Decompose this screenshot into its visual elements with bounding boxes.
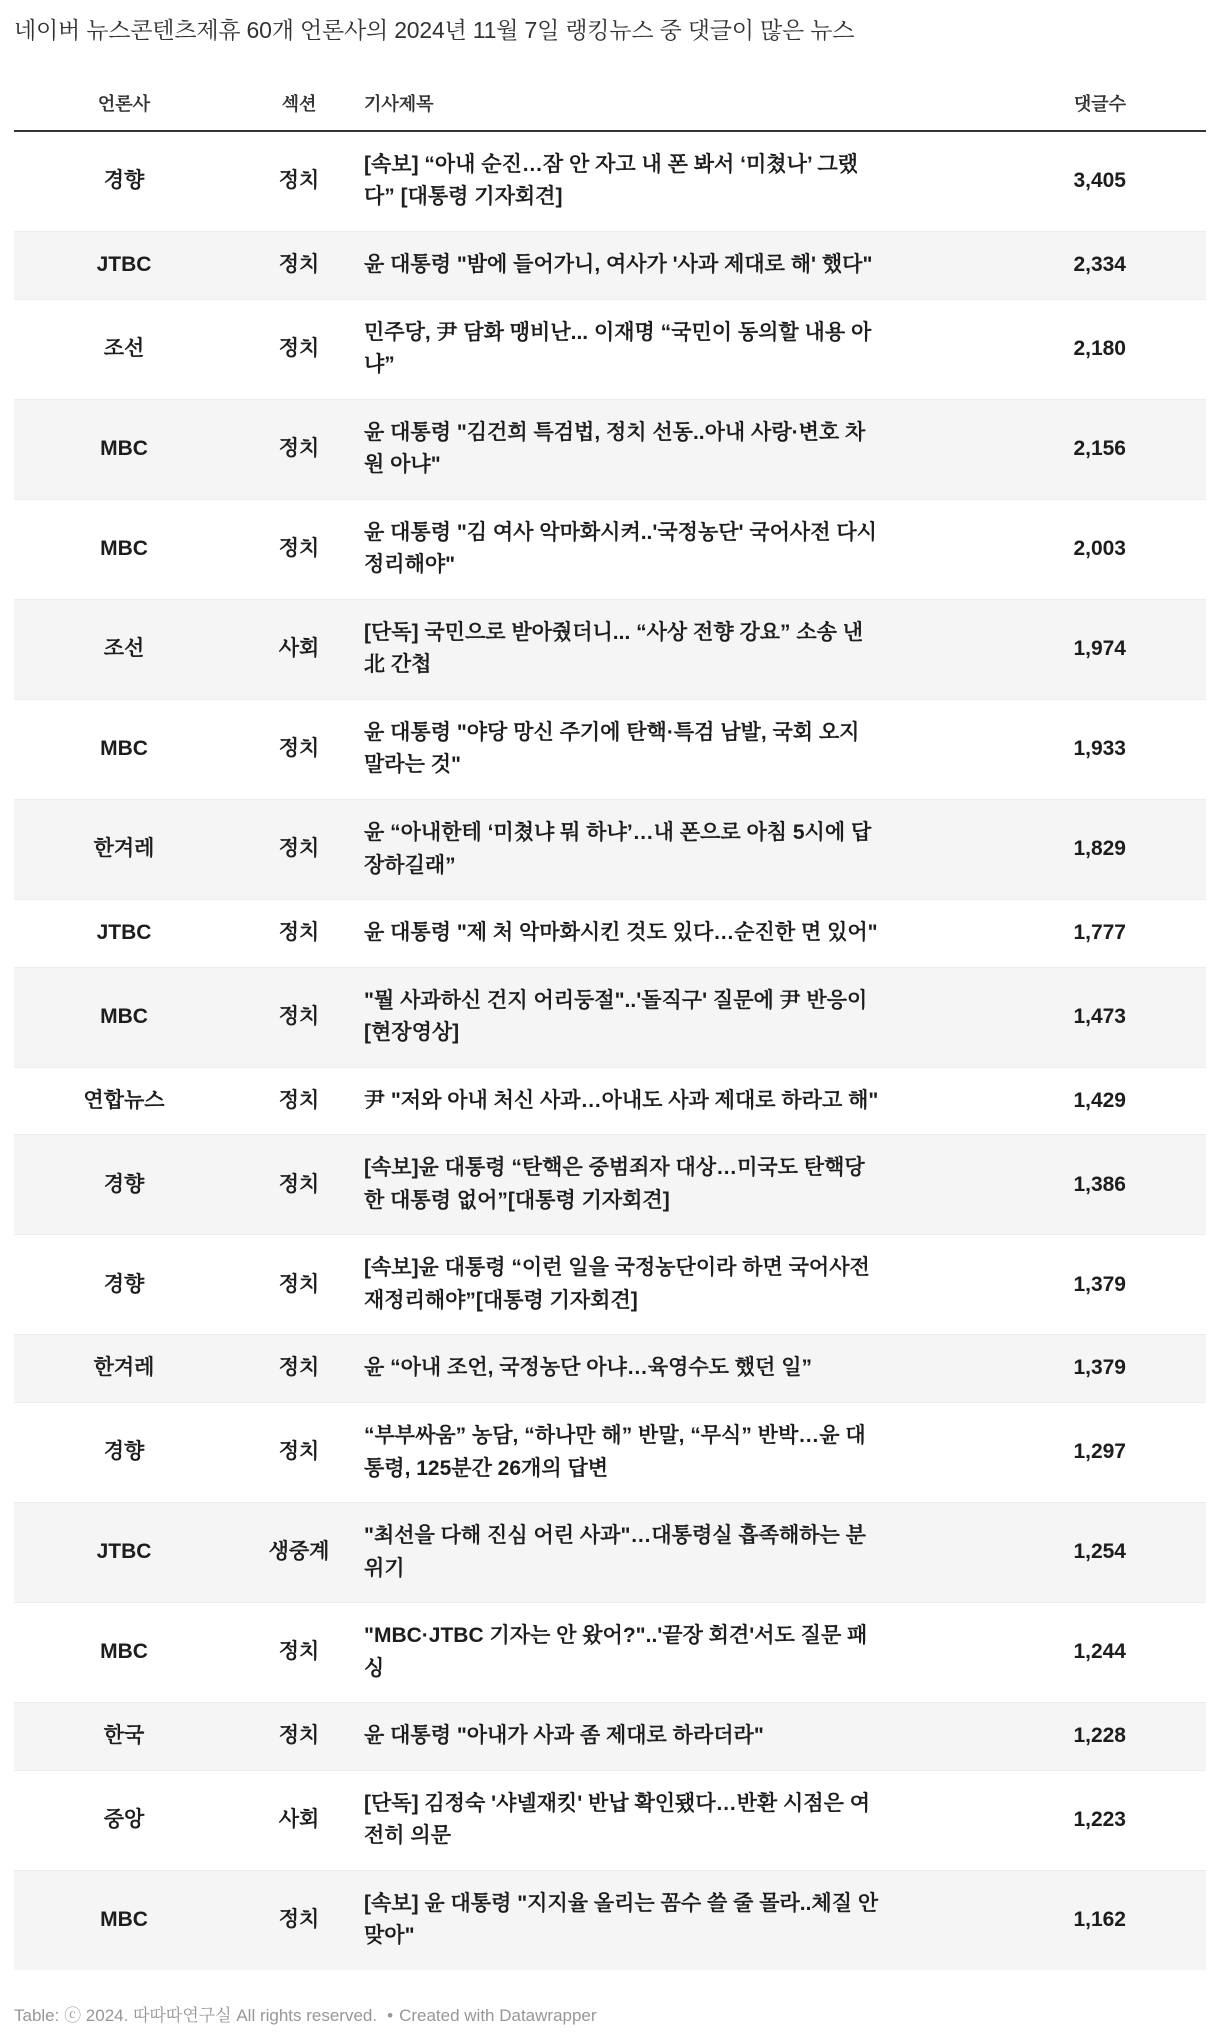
table-row: [14, 399, 1206, 499]
section-cell: 정치: [234, 1870, 364, 1970]
press-cell: 연합뉴스: [14, 1067, 234, 1135]
press-cell: 경향: [14, 1135, 234, 1235]
headline-cell: “부부싸움” 농담, “하나만 해” 반말, “무식” 반박…윤 대통령, 125분간 26개의 답변: [364, 1403, 906, 1503]
section-cell: 정치: [234, 967, 364, 1067]
press-cell: MBC: [14, 699, 234, 799]
headline-cell: 윤 대통령 "밤에 들어가니, 여사가 '사과 제대로 해' 했다": [364, 231, 906, 299]
headline-cell: 윤 “아내한테 ‘미쳤냐 뭐 하냐’…내 폰으로 아침 5시에 답장하길래”: [364, 800, 906, 900]
table-row: [14, 1235, 1206, 1335]
section-cell: 정치: [234, 399, 364, 499]
section-cell: 정치: [234, 231, 364, 299]
table-row: [14, 499, 1206, 599]
headline-cell: 尹 "저와 아내 처신 사과…아내도 사과 제대로 하라고 해": [364, 1067, 906, 1135]
comments-cell: 1,473: [906, 967, 1206, 1067]
table-row: [14, 699, 1206, 799]
headline-cell: 민주당, 尹 담화 맹비난... 이재명 “국민이 동의할 내용 아냐”: [364, 299, 906, 399]
headline-cell: [속보]윤 대통령 “탄핵은 중범죄자 대상…미국도 탄핵당한 대통령 없어”[대통령 기자회견]: [364, 1135, 906, 1235]
header-section: 섹션: [234, 90, 364, 131]
press-cell: JTBC: [14, 231, 234, 299]
press-cell: 조선: [14, 299, 234, 399]
comments-cell: 1,162: [906, 1870, 1206, 1970]
section-cell: 정치: [234, 1335, 364, 1403]
table-footer: [14, 2004, 1206, 2028]
headline-cell: [속보] “아내 순진…잠 안 자고 내 폰 봐서 ‘미쳤나’ 그랬다” [대통령 기자회견]: [364, 152, 858, 209]
section-cell: 정치: [234, 499, 364, 599]
press-cell: MBC: [14, 1603, 234, 1703]
section-cell: 정치: [234, 800, 364, 900]
section-cell: 사회: [234, 1770, 364, 1870]
comments-cell: 3,405: [1073, 169, 1126, 193]
press-cell: 경향: [103, 169, 145, 193]
table-row: [14, 967, 1206, 1067]
table-row: [14, 1503, 1206, 1603]
headline-cell: [속보]윤 대통령 “이런 일을 국정농단이라 하면 국어사전 재정리해야”[대통령 기자회견]: [364, 1235, 906, 1335]
press-cell: JTBC: [14, 1503, 234, 1603]
comments-cell: 1,933: [906, 699, 1206, 799]
press-cell: MBC: [14, 967, 234, 1067]
section-cell: 사회: [234, 599, 364, 699]
table-row: [14, 231, 1206, 299]
table-row: [14, 1603, 1206, 1703]
headline-cell: [단독] 김정숙 '샤넬재킷' 반납 확인됐다…반환 시점은 여전히 의문: [364, 1770, 906, 1870]
comments-cell: 1,829: [906, 800, 1206, 900]
comments-cell: 1,297: [906, 1403, 1206, 1503]
section-cell: 정치: [234, 1703, 364, 1771]
headline-cell: 윤 대통령 "제 처 악마화시킨 것도 있다…순진한 면 있어": [364, 900, 906, 968]
header-press: 언론사: [14, 90, 234, 131]
section-cell: 정치: [234, 1135, 364, 1235]
table-body: [14, 131, 1206, 1970]
table-row: [14, 900, 1206, 968]
headline-cell: 윤 대통령 "아내가 사과 좀 제대로 하라더라": [364, 1703, 906, 1771]
comments-cell: 2,156: [906, 399, 1206, 499]
press-cell: MBC: [14, 1870, 234, 1970]
press-cell: 중앙: [14, 1770, 234, 1870]
comments-cell: 1,386: [906, 1135, 1206, 1235]
table-row: [14, 1403, 1206, 1503]
comments-cell: 1,244: [906, 1603, 1206, 1703]
headline-cell: 윤 대통령 "야당 망신 주기에 탄핵·특검 남발, 국회 오지 말라는 것": [364, 699, 906, 799]
section-cell: 정치: [234, 299, 364, 399]
headline-cell: 윤 대통령 "김건희 특검법, 정치 선동..아내 사랑·변호 차원 아냐": [364, 399, 906, 499]
section-cell: 생중계: [234, 1503, 364, 1603]
headline-cell: [단독] 국민으로 받아줬더니... “사상 전향 강요” 소송 낸 北 간첩: [364, 599, 906, 699]
comments-cell: 1,379: [906, 1335, 1206, 1403]
table-row: [14, 1870, 1206, 1970]
table-row: [14, 299, 1206, 399]
section-cell: 정치: [234, 1603, 364, 1703]
table-row: [14, 599, 1206, 699]
headline-cell: 윤 대통령 "김 여사 악마화시켜..'국정농단' 국어사전 다시 정리해야": [364, 499, 906, 599]
header-row: [14, 90, 1206, 131]
comments-cell: 1,223: [906, 1770, 1206, 1870]
table-row: [14, 1067, 1206, 1135]
comments-cell: 2,180: [906, 299, 1206, 399]
comments-cell: 2,334: [906, 231, 1206, 299]
section-cell: 정치: [278, 169, 320, 193]
page-title: 네이버 뉴스콘텐츠제휴 60개 언론사의 2024년 11월 7일 랭킹뉴스 중 댓글이 많은 뉴스: [14, 17, 855, 43]
comments-cell: 1,429: [906, 1067, 1206, 1135]
press-cell: JTBC: [14, 900, 234, 968]
press-cell: 한국: [14, 1703, 234, 1771]
comments-cell: 1,974: [906, 599, 1206, 699]
press-cell: 경향: [14, 1403, 234, 1503]
comments-cell: 1,777: [906, 900, 1206, 968]
section-cell: 정치: [234, 1403, 364, 1503]
headline-cell: "뭘 사과하신 건지 어리둥절"..'돌직구' 질문에 尹 반응이 [현장영상]: [364, 967, 906, 1067]
comments-cell: 1,228: [906, 1703, 1206, 1771]
header-headline: 기사제목: [364, 90, 906, 131]
table-row: [14, 800, 1206, 900]
headline-cell: "MBC·JTBC 기자는 안 왔어?"..'끝장 회견'서도 질문 패싱: [364, 1603, 906, 1703]
comments-cell: 1,254: [906, 1503, 1206, 1603]
table-header: [14, 90, 1206, 131]
press-cell: 조선: [14, 599, 234, 699]
press-cell: MBC: [14, 399, 234, 499]
header-comments: 댓글수: [906, 90, 1206, 131]
press-cell: 경향: [14, 1235, 234, 1335]
headline-cell: "최선을 다해 진심 어린 사과"…대통령실 흡족해하는 분위기: [364, 1503, 906, 1603]
section-cell: 정치: [234, 900, 364, 968]
comments-cell: 2,003: [906, 499, 1206, 599]
headline-cell: 윤 “아내 조언, 국정농단 아냐…육영수도 했던 일”: [364, 1335, 906, 1403]
section-cell: 정치: [234, 1235, 364, 1335]
press-cell: 한겨레: [14, 800, 234, 900]
news-table: [14, 90, 1206, 1970]
table-row: [14, 1703, 1206, 1771]
press-cell: MBC: [14, 499, 234, 599]
section-cell: 정치: [234, 1067, 364, 1135]
attribution-text: Table: ⓒ 2024. 따따따연구실 All rights reserved.: [14, 2006, 378, 2026]
table-row: [14, 1135, 1206, 1235]
headline-cell: [속보] 윤 대통령 "지지율 올리는 꼼수 쓸 줄 몰라..체질 안 맞아": [364, 1870, 906, 1970]
footer-bullet: •: [387, 2006, 394, 2026]
table-row: [14, 1335, 1206, 1403]
section-cell: 정치: [234, 699, 364, 799]
datawrapper-credit-link[interactable]: Created with Datawrapper: [399, 2006, 597, 2026]
comments-cell: 1,379: [906, 1235, 1206, 1335]
table-row: [14, 1770, 1206, 1870]
press-cell: 한겨레: [14, 1335, 234, 1403]
table-row: [14, 131, 1206, 232]
